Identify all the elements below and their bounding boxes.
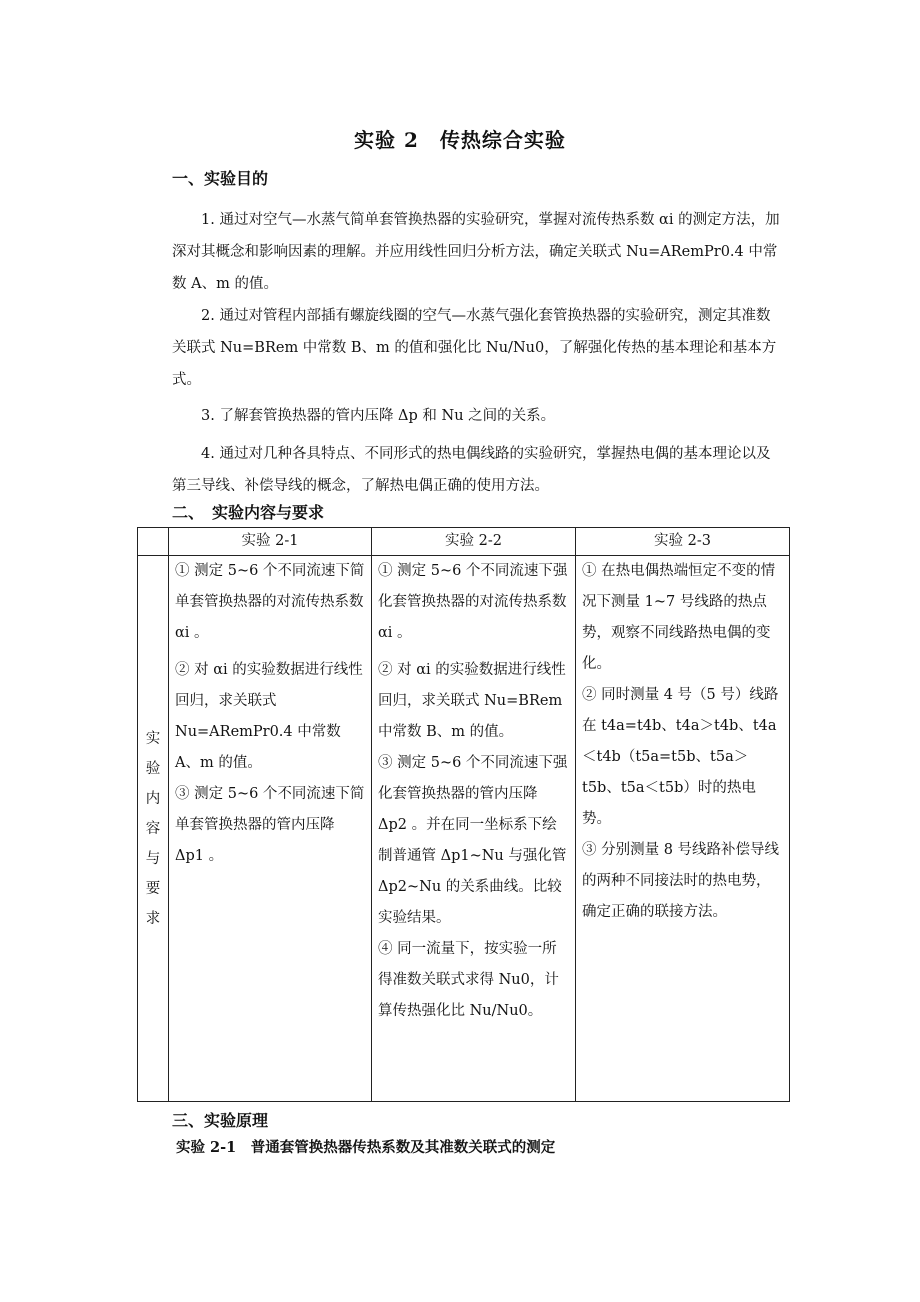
section-heading-content: 二、 实验内容与要求 — [172, 503, 325, 522]
column-header-2-2: 实验 2-2 — [372, 528, 576, 556]
cell-2-2-item-1: ① 测定 5~6 个不同流速下强化套管换热器的对流传热系数 αi 。 — [378, 563, 568, 641]
page-title: 实验 2 传热综合实验 — [354, 128, 566, 152]
cell-2-3-item-1: ① 在热电偶热端恒定不变的情况下测量 1~7 号线路的热点势，观察不同线路热电偶的变化。 — [582, 563, 776, 672]
objective-3: 3. 了解套管换热器的管内压降 Δp 和 Nu 之间的关系。 — [201, 408, 556, 424]
cell-2-1-item-3: ③ 测定 5~6 个不同流速下简单套管换热器的管内压降 Δp1 。 — [175, 786, 365, 864]
cell-2-3-item-2: ② 同时测量 4 号（5 号）线路在 t4a=t4b、t4a＞t4b、t4a＜t4b（t5a=t5b、t5a＞t5b、t5a＜t5b）时的热电势。 — [582, 687, 779, 827]
subsection-heading: 实验 2-1 普通套管换热器传热系数及其准数关联式的测定 — [176, 1139, 556, 1156]
table-corner — [138, 528, 169, 556]
cell-2-1-item-2: ② 对 αi 的实验数据进行线性回归，求关联式 Nu=ARemPr0.4 中常数 A、m 的值。 — [175, 662, 363, 771]
section-heading-objectives: 一、实验目的 — [172, 169, 269, 188]
cell-2-2-item-3: ③ 测定 5~6 个不同流速下强化套管换热器的管内压降 Δp2 。并在同一坐标系下绘制普通管 Δp1~Nu 与强化管 Δp2~Nu 的关系曲线。比较实验结果。 — [378, 755, 568, 926]
cell-2-2-item-4: ④ 同一流量下，按实验一所得准数关联式求得 Nu0，计算传热强化比 Nu/Nu0。 — [378, 941, 559, 1019]
cell-2-1-item-1: ① 测定 5~6 个不同流速下简单套管换热器的对流传热系数 αi 。 — [175, 563, 365, 641]
cell-2-3-item-3: ③ 分别测量 8 号线路补偿导线的两种不同接法时的热电势，确定正确的联接方法。 — [582, 842, 780, 920]
cell-2-2-item-2: ② 对 αi 的实验数据进行线性回归，求关联式 Nu=BRem 中常数 B、m 的值。 — [378, 662, 566, 740]
column-header-2-3: 实验 2-3 — [576, 528, 790, 556]
objective-1: 1. 通过对空气—水蒸气简单套管换热器的实验研究，掌握对流传热系数 αi 的测定方法，加深对其概念和影响因素的理解。并应用线性回归分析方法，确定关联式 Nu=ARemPr0.4 中常数 A、m 的值。 — [172, 212, 780, 292]
column-header-2-1: 实验 2-1 — [169, 528, 372, 556]
cell-2-1 — [169, 556, 372, 1102]
cell-2-3 — [576, 556, 790, 1102]
row-label: 实 验 内 容 与 要 求 — [138, 556, 169, 1102]
section-heading-principle: 三、实验原理 — [172, 1111, 269, 1130]
objective-4: 4. 通过对几种各具特点、不同形式的热电偶线路的实验研究，掌握热电偶的基本理论以及第三导线、补偿导线的概念，了解热电偶正确的使用方法。 — [172, 446, 771, 494]
cell-2-2 — [372, 556, 576, 1102]
objective-2: 2. 通过对管程内部插有螺旋线圈的空气—水蒸气强化套管换热器的实验研究，测定其准数关联式 Nu=BRem 中常数 B、m 的值和强化比 Nu/Nu0，了解强化传热的基本理论和基本方式。 — [172, 308, 777, 388]
requirements-table — [137, 527, 790, 1102]
